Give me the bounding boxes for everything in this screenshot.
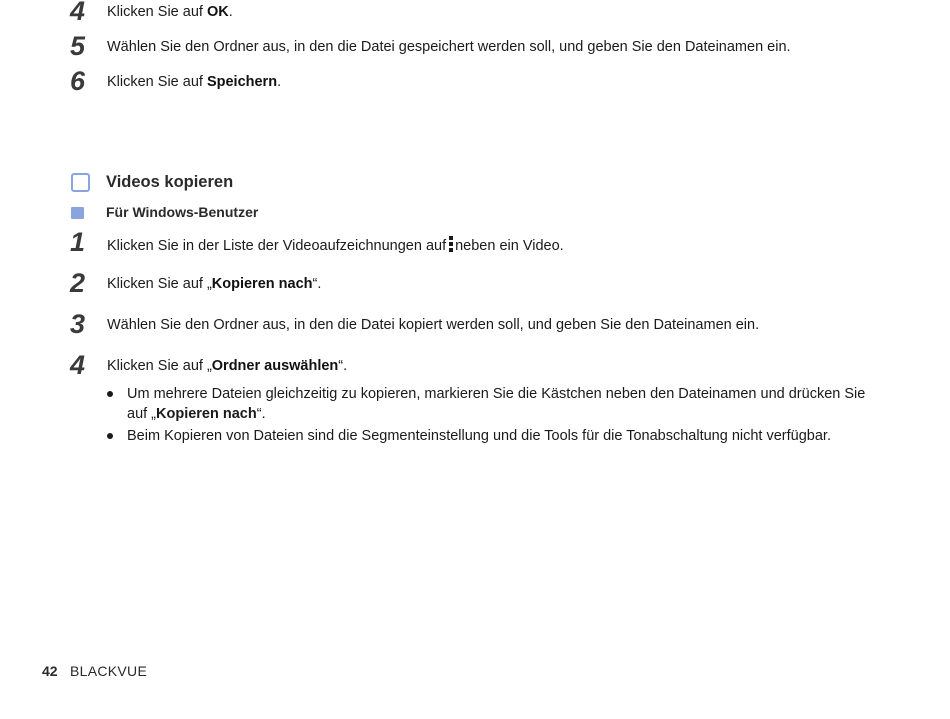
bullet-text: Beim Kopieren von Dateien sind die Segmenteinstellung und die Tools für die Tonabschaltung nicht verfügbar. bbox=[127, 428, 831, 444]
step-text-bold: Speichern bbox=[206, 74, 278, 90]
more-vertical-icon bbox=[448, 236, 453, 253]
step-text-pre: Klicken Sie auf „ bbox=[107, 358, 212, 374]
step-text-bold: Ordner auswählen bbox=[211, 358, 339, 374]
step-text-post: “. bbox=[338, 358, 348, 374]
bullet-item bbox=[107, 426, 867, 446]
step-text: Wählen Sie den Ordner aus, in den die Datei kopiert werden soll, und geben Sie den Dateinamen ein. bbox=[107, 317, 760, 333]
brand-name: BLACKVUE bbox=[70, 663, 148, 679]
step-text bbox=[107, 236, 564, 254]
section-title: Videos kopieren bbox=[106, 173, 234, 191]
page-number: 42 bbox=[42, 663, 58, 679]
step-text-post: . bbox=[228, 4, 233, 20]
step-number: 3 bbox=[70, 309, 85, 339]
step-text bbox=[107, 276, 321, 292]
bullet-text-post: “. bbox=[256, 406, 266, 422]
step-text-pre: Klicken Sie in der Liste der Videoaufzeichnungen auf bbox=[107, 238, 447, 254]
step-text-pre: Klicken Sie auf bbox=[107, 74, 207, 90]
subsection-square-icon bbox=[71, 207, 84, 219]
step-text-post: neben ein Video. bbox=[455, 238, 564, 254]
section-square-icon bbox=[71, 173, 90, 192]
step-number: 4 bbox=[70, 0, 85, 26]
bullet-dot-icon bbox=[107, 433, 113, 439]
step-text: Wählen Sie den Ordner aus, in den die Datei gespeichert werden soll, und geben Sie den Dateinamen ein. bbox=[107, 39, 791, 55]
step-text bbox=[107, 74, 281, 90]
step-text bbox=[107, 358, 347, 374]
step-number: 4 bbox=[70, 350, 85, 380]
step-text-post: “. bbox=[312, 276, 322, 292]
step-text-post: . bbox=[277, 74, 282, 90]
step-text-bold: Kopieren nach bbox=[211, 276, 313, 292]
bullet-dot-icon bbox=[107, 391, 113, 397]
subsection-title: Für Windows-Benutzer bbox=[106, 204, 259, 220]
bullet-text bbox=[127, 384, 867, 424]
step-number: 1 bbox=[70, 227, 85, 257]
step-number: 5 bbox=[70, 31, 85, 61]
step-text-pre: Klicken Sie auf „ bbox=[107, 276, 212, 292]
bullet-item bbox=[107, 384, 867, 424]
step-number: 2 bbox=[70, 268, 85, 298]
step-text bbox=[107, 4, 233, 20]
bullet-text-pre: Um mehrere Dateien gleichzeitig zu kopieren, markieren Sie die Kästchen neben den Dateinamen und drücken Sie auf „ bbox=[127, 386, 866, 422]
step-text-pre: Klicken Sie auf bbox=[107, 4, 207, 20]
step-number: 6 bbox=[70, 66, 85, 96]
bullet-text-bold: Kopieren nach bbox=[156, 406, 257, 422]
step-text-bold: OK bbox=[206, 4, 229, 20]
